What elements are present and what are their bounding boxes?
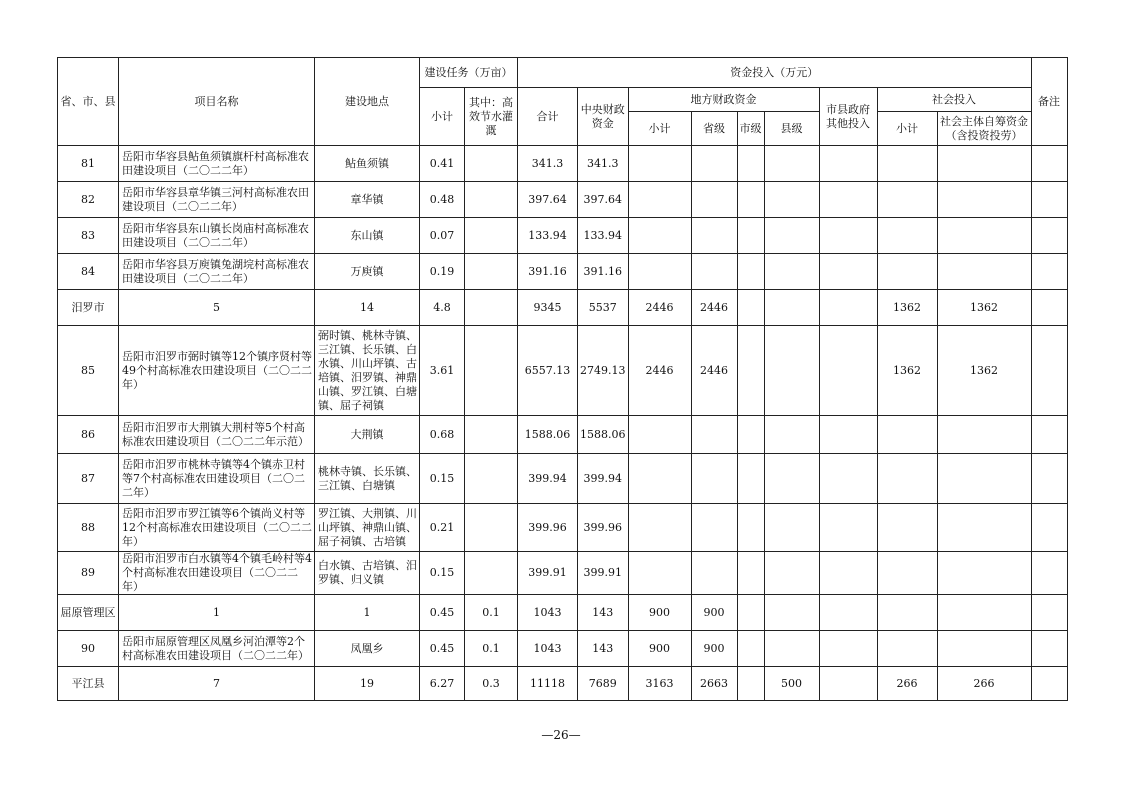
header-local-fund: 地方财政资金 (628, 88, 819, 112)
region-cell: 84 (58, 254, 119, 290)
provincial-cell (691, 552, 737, 595)
social-subtotal-cell (877, 182, 937, 218)
water-saving-cell: 0.1 (465, 595, 518, 631)
table-row (58, 552, 1068, 595)
project-name-cell: 岳阳市华容县万庾镇兔湖垸村高标准农田建设项目（二〇二二年） (119, 254, 315, 290)
remarks-cell (1031, 254, 1067, 290)
header-social: 社会投入 (877, 88, 1031, 112)
central-fund-cell: 1588.06 (578, 416, 629, 454)
header-provincial: 省级 (691, 112, 737, 146)
remarks-cell (1031, 595, 1067, 631)
header-remarks: 备注 (1031, 58, 1067, 146)
table-row (58, 146, 1068, 182)
social-self-cell (937, 552, 1031, 595)
central-fund-cell: 5537 (578, 290, 629, 326)
water-saving-cell (465, 290, 518, 326)
city-cell (737, 595, 764, 631)
summary-row (58, 595, 1068, 631)
remarks-cell (1031, 218, 1067, 254)
city-cell (737, 416, 764, 454)
task-subtotal-cell: 0.15 (420, 454, 465, 504)
location-cell: 桃林寺镇、长乐镇、三江镇、白塘镇 (315, 454, 420, 504)
county-cell: 500 (764, 667, 819, 701)
county-cell (764, 504, 819, 552)
task-subtotal-cell: 3.61 (420, 326, 465, 416)
remarks-cell (1031, 667, 1067, 701)
social-self-cell (937, 416, 1031, 454)
central-fund-cell: 143 (578, 595, 629, 631)
project-name-cell: 5 (119, 290, 315, 326)
social-self-cell (937, 218, 1031, 254)
other-cell (819, 504, 877, 552)
header-task: 建设任务（万亩） (420, 58, 518, 88)
task-subtotal-cell: 0.19 (420, 254, 465, 290)
local-subtotal-cell (628, 552, 691, 595)
remarks-cell (1031, 182, 1067, 218)
region-cell: 82 (58, 182, 119, 218)
table-row (58, 504, 1068, 552)
county-cell (764, 416, 819, 454)
header-water-saving: 其中：高效节水灌溉 (465, 88, 518, 146)
task-subtotal-cell: 6.27 (420, 667, 465, 701)
social-subtotal-cell (877, 218, 937, 254)
table-row (58, 254, 1068, 290)
page-number: —26— (541, 728, 581, 742)
provincial-cell: 2446 (691, 326, 737, 416)
task-subtotal-cell: 0.45 (420, 595, 465, 631)
central-fund-cell: 397.64 (578, 182, 629, 218)
other-cell (819, 631, 877, 667)
total-cell: 133.94 (518, 218, 578, 254)
county-cell (764, 552, 819, 595)
water-saving-cell: 0.3 (465, 667, 518, 701)
table-row (58, 454, 1068, 504)
provincial-cell: 2446 (691, 290, 737, 326)
provincial-cell (691, 182, 737, 218)
task-subtotal-cell: 0.41 (420, 146, 465, 182)
total-cell: 399.96 (518, 504, 578, 552)
local-subtotal-cell (628, 254, 691, 290)
water-saving-cell (465, 254, 518, 290)
project-name-cell: 岳阳市汨罗市白水镇等4个镇毛岭村等4个村高标准农田建设项目（二〇二二年） (119, 552, 315, 595)
county-cell (764, 595, 819, 631)
provincial-cell (691, 254, 737, 290)
header-county: 县级 (764, 112, 819, 146)
provincial-cell (691, 218, 737, 254)
provincial-cell: 900 (691, 631, 737, 667)
header-city-county-other: 市县政府其他投入 (819, 88, 877, 146)
header-total: 合计 (518, 88, 578, 146)
total-cell: 399.91 (518, 552, 578, 595)
central-fund-cell: 341.3 (578, 146, 629, 182)
location-cell: 万庾镇 (315, 254, 420, 290)
other-cell (819, 218, 877, 254)
project-name-cell: 7 (119, 667, 315, 701)
social-subtotal-cell (877, 416, 937, 454)
region-cell: 87 (58, 454, 119, 504)
provincial-cell (691, 416, 737, 454)
table-row (58, 182, 1068, 218)
location-cell: 凤凰乡 (315, 631, 420, 667)
city-cell (737, 454, 764, 504)
water-saving-cell (465, 146, 518, 182)
provincial-cell (691, 146, 737, 182)
central-fund-cell: 143 (578, 631, 629, 667)
city-cell (737, 326, 764, 416)
social-self-cell (937, 146, 1031, 182)
provincial-cell: 900 (691, 595, 737, 631)
header-social-subtotal: 小计 (877, 112, 937, 146)
city-cell (737, 146, 764, 182)
central-fund-cell: 133.94 (578, 218, 629, 254)
location-cell: 鲇鱼须镇 (315, 146, 420, 182)
total-cell: 9345 (518, 290, 578, 326)
remarks-cell (1031, 454, 1067, 504)
city-cell (737, 182, 764, 218)
water-saving-cell (465, 416, 518, 454)
social-self-cell: 266 (937, 667, 1031, 701)
total-cell: 399.94 (518, 454, 578, 504)
social-subtotal-cell (877, 254, 937, 290)
city-cell (737, 218, 764, 254)
water-saving-cell (465, 218, 518, 254)
social-self-cell (937, 254, 1031, 290)
total-cell: 6557.13 (518, 326, 578, 416)
location-cell: 弼时镇、桃林寺镇、三江镇、长乐镇、白水镇、川山坪镇、古培镇、汨罗镇、神鼎山镇、罗江镇、白塘镇、屈子祠镇 (315, 326, 420, 416)
other-cell (819, 326, 877, 416)
location-cell: 14 (315, 290, 420, 326)
project-funding-table (57, 57, 1068, 701)
remarks-cell (1031, 504, 1067, 552)
region-cell: 屈原管理区 (58, 595, 119, 631)
social-self-cell (937, 504, 1031, 552)
social-subtotal-cell: 266 (877, 667, 937, 701)
header-task-subtotal: 小计 (420, 88, 465, 146)
social-self-cell (937, 631, 1031, 667)
local-subtotal-cell: 2446 (628, 290, 691, 326)
water-saving-cell (465, 182, 518, 218)
total-cell: 397.64 (518, 182, 578, 218)
project-name-cell: 岳阳市汨罗市桃林寺镇等4个镇赤卫村等7个村高标准农田建设项目（二〇二二年） (119, 454, 315, 504)
total-cell: 1043 (518, 631, 578, 667)
project-name-cell: 岳阳市汨罗市大荆镇大荆村等5个村高标准农田建设项目（二〇二二年示范） (119, 416, 315, 454)
project-name-cell: 岳阳市汨罗市罗江镇等6个镇尚义村等12个村高标准农田建设项目（二〇二二年） (119, 504, 315, 552)
remarks-cell (1031, 552, 1067, 595)
task-subtotal-cell: 0.15 (420, 552, 465, 595)
provincial-cell (691, 504, 737, 552)
summary-row (58, 290, 1068, 326)
summary-row (58, 667, 1068, 701)
water-saving-cell (465, 552, 518, 595)
location-cell: 白水镇、古培镇、汨罗镇、归义镇 (315, 552, 420, 595)
other-cell (819, 595, 877, 631)
water-saving-cell (465, 504, 518, 552)
region-cell: 89 (58, 552, 119, 595)
central-fund-cell: 2749.13 (578, 326, 629, 416)
location-cell: 1 (315, 595, 420, 631)
provincial-cell: 2663 (691, 667, 737, 701)
project-name-cell: 岳阳市华容县章华镇三河村高标准农田建设项目（二〇二二年） (119, 182, 315, 218)
social-self-cell: 1362 (937, 290, 1031, 326)
remarks-cell (1031, 326, 1067, 416)
table-row (58, 416, 1068, 454)
central-fund-cell: 399.91 (578, 552, 629, 595)
task-subtotal-cell: 0.68 (420, 416, 465, 454)
project-name-cell: 岳阳市华容县鲇鱼须镇旗杆村高标准农田建设项目（二〇二二年） (119, 146, 315, 182)
header-central-fund: 中央财政资金 (578, 88, 629, 146)
project-name-cell: 岳阳市屈原管理区凤凰乡河泊潭等2个村高标准农田建设项目（二〇二二年） (119, 631, 315, 667)
header-location: 建设地点 (315, 58, 420, 146)
task-subtotal-cell: 0.45 (420, 631, 465, 667)
social-subtotal-cell: 1362 (877, 290, 937, 326)
city-cell (737, 290, 764, 326)
county-cell (764, 290, 819, 326)
project-name-cell: 岳阳市汨罗市弼时镇等12个镇序贤村等49个村高标准农田建设项目（二〇二二年） (119, 326, 315, 416)
city-cell (737, 552, 764, 595)
region-cell: 86 (58, 416, 119, 454)
social-subtotal-cell: 1362 (877, 326, 937, 416)
other-cell (819, 552, 877, 595)
task-subtotal-cell: 0.48 (420, 182, 465, 218)
remarks-cell (1031, 146, 1067, 182)
local-subtotal-cell (628, 454, 691, 504)
region-cell: 88 (58, 504, 119, 552)
total-cell: 1588.06 (518, 416, 578, 454)
location-cell: 19 (315, 667, 420, 701)
header-local-subtotal: 小计 (628, 112, 691, 146)
city-cell (737, 504, 764, 552)
county-cell (764, 146, 819, 182)
table-row (58, 631, 1068, 667)
other-cell (819, 454, 877, 504)
water-saving-cell (465, 326, 518, 416)
task-subtotal-cell: 4.8 (420, 290, 465, 326)
local-subtotal-cell: 900 (628, 595, 691, 631)
total-cell: 11118 (518, 667, 578, 701)
remarks-cell (1031, 290, 1067, 326)
task-subtotal-cell: 0.21 (420, 504, 465, 552)
region-cell: 平江县 (58, 667, 119, 701)
county-cell (764, 454, 819, 504)
social-self-cell (937, 454, 1031, 504)
total-cell: 341.3 (518, 146, 578, 182)
location-cell: 章华镇 (315, 182, 420, 218)
remarks-cell (1031, 631, 1067, 667)
county-cell (764, 631, 819, 667)
county-cell (764, 254, 819, 290)
social-subtotal-cell (877, 595, 937, 631)
task-subtotal-cell: 0.07 (420, 218, 465, 254)
other-cell (819, 416, 877, 454)
header-social-self: 社会主体自筹资金（含投资投劳） (937, 112, 1031, 146)
local-subtotal-cell: 2446 (628, 326, 691, 416)
total-cell: 391.16 (518, 254, 578, 290)
region-cell: 83 (58, 218, 119, 254)
social-subtotal-cell (877, 631, 937, 667)
header-project-name: 项目名称 (119, 58, 315, 146)
local-subtotal-cell (628, 416, 691, 454)
local-subtotal-cell (628, 504, 691, 552)
header-region: 省、市、县 (58, 58, 119, 146)
location-cell: 大荆镇 (315, 416, 420, 454)
central-fund-cell: 399.94 (578, 454, 629, 504)
social-subtotal-cell (877, 552, 937, 595)
other-cell (819, 182, 877, 218)
table-row (58, 218, 1068, 254)
city-cell (737, 667, 764, 701)
project-name-cell: 1 (119, 595, 315, 631)
social-self-cell (937, 182, 1031, 218)
city-cell (737, 631, 764, 667)
social-self-cell: 1362 (937, 326, 1031, 416)
region-cell: 90 (58, 631, 119, 667)
region-cell: 81 (58, 146, 119, 182)
local-subtotal-cell: 900 (628, 631, 691, 667)
county-cell (764, 182, 819, 218)
water-saving-cell: 0.1 (465, 631, 518, 667)
central-fund-cell: 399.96 (578, 504, 629, 552)
region-cell: 85 (58, 326, 119, 416)
central-fund-cell: 7689 (578, 667, 629, 701)
water-saving-cell (465, 454, 518, 504)
table-row (58, 326, 1068, 416)
remarks-cell (1031, 416, 1067, 454)
total-cell: 1043 (518, 595, 578, 631)
social-subtotal-cell (877, 146, 937, 182)
provincial-cell (691, 454, 737, 504)
header-funds: 资金投入（万元） (518, 58, 1032, 88)
local-subtotal-cell (628, 218, 691, 254)
region-cell: 汨罗市 (58, 290, 119, 326)
county-cell (764, 326, 819, 416)
local-subtotal-cell: 3163 (628, 667, 691, 701)
social-subtotal-cell (877, 454, 937, 504)
other-cell (819, 146, 877, 182)
other-cell (819, 254, 877, 290)
project-name-cell: 岳阳市华容县东山镇长岗庙村高标准农田建设项目（二〇二二年） (119, 218, 315, 254)
local-subtotal-cell (628, 182, 691, 218)
location-cell: 东山镇 (315, 218, 420, 254)
other-cell (819, 290, 877, 326)
location-cell: 罗江镇、大荆镇、川山坪镇、神鼎山镇、屈子祠镇、古培镇 (315, 504, 420, 552)
social-self-cell (937, 595, 1031, 631)
social-subtotal-cell (877, 504, 937, 552)
central-fund-cell: 391.16 (578, 254, 629, 290)
other-cell (819, 667, 877, 701)
local-subtotal-cell (628, 146, 691, 182)
city-cell (737, 254, 764, 290)
county-cell (764, 218, 819, 254)
header-city: 市级 (737, 112, 764, 146)
